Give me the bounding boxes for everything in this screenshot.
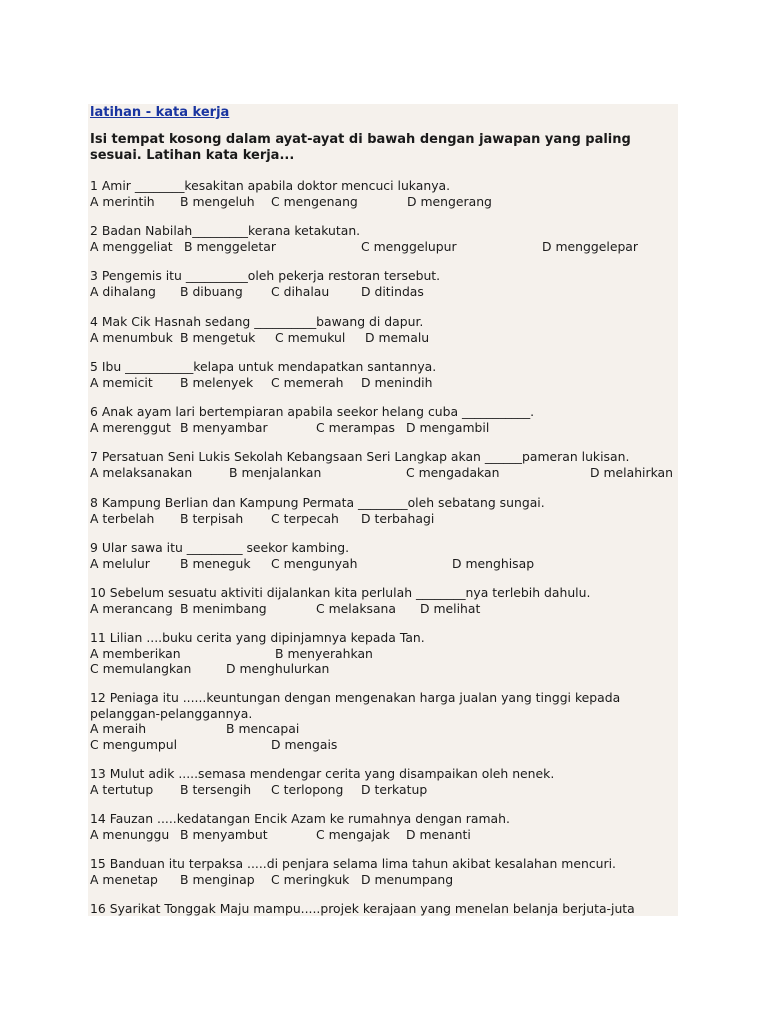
- option: B menyambut: [180, 826, 268, 842]
- option: C terpecah: [271, 510, 339, 526]
- document-page: [88, 104, 678, 916]
- option: B menjalankan: [229, 464, 322, 480]
- question-text: 6 Anak ayam lari bertempiaran apabila seekor helang cuba ___________.: [90, 404, 535, 419]
- question: [90, 178, 678, 209]
- options-row: [90, 827, 678, 843]
- question-text: 16 Syarikat Tonggak Maju mampu.....projek kerajaan yang menelan belanja berjuta-juta: [90, 901, 635, 916]
- option: D melahirkan: [590, 464, 674, 480]
- question-text: 13 Mulut adik .....semasa mendengar cerita yang disampaikan oleh nenek.: [90, 766, 555, 781]
- options-row: [90, 782, 678, 798]
- option: D mengerang: [407, 193, 492, 209]
- options-row: [90, 601, 678, 617]
- question-text: 7 Persatuan Seni Lukis Sekolah Kebangsaan Seri Langkap akan ______pameran lukisan.: [90, 449, 630, 464]
- question-text: 15 Banduan itu terpaksa .....di penjara selama lima tahun akibat kesalahan mencuri.: [90, 856, 616, 871]
- question: [90, 314, 678, 345]
- options-row: [90, 330, 678, 346]
- option: D menggelepar: [542, 238, 638, 254]
- option: C mengumpul: [90, 736, 178, 752]
- option: A tertutup: [90, 781, 154, 797]
- question: [90, 856, 678, 887]
- option: A memberikan: [90, 645, 181, 661]
- option: B menimbang: [180, 600, 267, 616]
- option: C meringkuk: [271, 871, 350, 887]
- question: [90, 359, 678, 390]
- question: [90, 268, 678, 299]
- option: C menggelupur: [361, 238, 457, 254]
- option: D menumpang: [361, 871, 454, 887]
- question: [90, 901, 678, 916]
- question-text: 10 Sebelum sesuatu aktiviti dijalankan kita perlulah ________nya terlebih dahulu.: [90, 585, 591, 600]
- option: A menumbuk: [90, 329, 173, 345]
- option: D terkatup: [361, 781, 428, 797]
- option: D menanti: [406, 826, 471, 842]
- question-text: 4 Mak Cik Hasnah sedang __________bawang di dapur.: [90, 314, 424, 329]
- option: C memulangkan: [90, 661, 192, 676]
- option: C terlopong: [271, 781, 344, 797]
- question-text: 1 Amir ________kesakitan apabila doktor mencuci lukanya.: [90, 178, 451, 193]
- question: [90, 630, 678, 677]
- option: B dibuang: [180, 283, 243, 299]
- question: [90, 495, 678, 526]
- question: [90, 404, 678, 435]
- option: B melenyek: [180, 374, 254, 390]
- options-row: [90, 661, 678, 677]
- question-text: 2 Badan Nabilah_________kerana ketakutan.: [90, 223, 361, 238]
- option: A meraih: [90, 721, 147, 736]
- instructions: Isi tempat kosong dalam ayat-ayat di bawah dengan jawapan yang paling sesuai. Latihan kata kerja...: [90, 132, 631, 163]
- option: B terpisah: [180, 510, 244, 526]
- question: [90, 540, 678, 571]
- options-row: [90, 239, 678, 255]
- option: B tersengih: [180, 781, 252, 797]
- option: A menunggu: [90, 826, 170, 842]
- option: D memalu: [365, 329, 430, 345]
- option: A merintih: [90, 193, 155, 209]
- option: C melaksana: [316, 600, 396, 616]
- option: C mengenang: [271, 193, 358, 209]
- question-text: 9 Ular sawa itu _________ seekor kambing.: [90, 540, 350, 555]
- question-text: 11 Lilian ....buku cerita yang dipinjamnya kepada Tan.: [90, 630, 425, 645]
- question-text: 5 Ibu ___________kelapa untuk mendapatkan santannya.: [90, 359, 437, 374]
- title-link[interactable]: latihan - kata kerja: [90, 105, 230, 120]
- question: [90, 223, 678, 254]
- options-row: [90, 556, 678, 572]
- question-text: 14 Fauzan .....kedatangan Encik Azam ke rumahnya dengan ramah.: [90, 811, 510, 826]
- option: D terbahagi: [361, 510, 435, 526]
- options-row: [90, 284, 678, 300]
- option: A menetap: [90, 871, 158, 887]
- question: [90, 449, 678, 480]
- options-row: [90, 872, 678, 888]
- option: A menggeliat: [90, 238, 173, 254]
- options-row: [90, 194, 678, 210]
- question: [90, 811, 678, 842]
- option: D menghulurkan: [226, 661, 330, 676]
- option: D melihat: [420, 600, 481, 616]
- option: B mencapai: [226, 721, 300, 736]
- option: B meneguk: [180, 555, 251, 571]
- options-row: [90, 465, 678, 481]
- question-text: 12 Peniaga itu ......keuntungan dengan mengenakan harga jualan yang tinggi kepada pelanggan-pelanggannya.: [90, 690, 621, 721]
- options-row: [90, 646, 678, 662]
- option: A melaksanakan: [90, 464, 193, 480]
- option: C memukul: [275, 329, 346, 345]
- option: A melulur: [90, 555, 150, 571]
- option: A memicit: [90, 374, 153, 390]
- question: [90, 766, 678, 797]
- options-row: [90, 721, 678, 737]
- option: A terbelah: [90, 510, 155, 526]
- option: D menghisap: [452, 555, 535, 571]
- option: B menggeletar: [184, 238, 276, 254]
- option: C dihalau: [271, 283, 330, 299]
- option: B mengeluh: [180, 193, 255, 209]
- options-row: [90, 420, 678, 436]
- option: B menginap: [180, 871, 255, 887]
- options-row: [90, 375, 678, 391]
- option: A dihalang: [90, 283, 156, 299]
- option: D mengambil: [406, 419, 490, 435]
- option: D menindih: [361, 374, 433, 390]
- option: B mengetuk: [180, 329, 256, 345]
- option: D ditindas: [361, 283, 424, 299]
- option: C mengajak: [316, 826, 390, 842]
- option: C mengadakan: [406, 464, 500, 480]
- options-row: [90, 737, 678, 753]
- option: C merampas: [316, 419, 395, 435]
- option: C mengunyah: [271, 555, 358, 571]
- option: B menyerahkan: [275, 645, 373, 661]
- option: A merancang: [90, 600, 173, 616]
- question-text: 8 Kampung Berlian dan Kampung Permata ________oleh sebatang sungai.: [90, 495, 545, 510]
- option: A merenggut: [90, 419, 171, 435]
- question-text: 3 Pengemis itu __________oleh pekerja restoran tersebut.: [90, 268, 441, 283]
- options-row: [90, 511, 678, 527]
- option: B menyambar: [180, 419, 268, 435]
- option: D mengais: [271, 736, 338, 752]
- option: C memerah: [271, 374, 344, 390]
- question: [90, 585, 678, 616]
- question: [90, 690, 678, 752]
